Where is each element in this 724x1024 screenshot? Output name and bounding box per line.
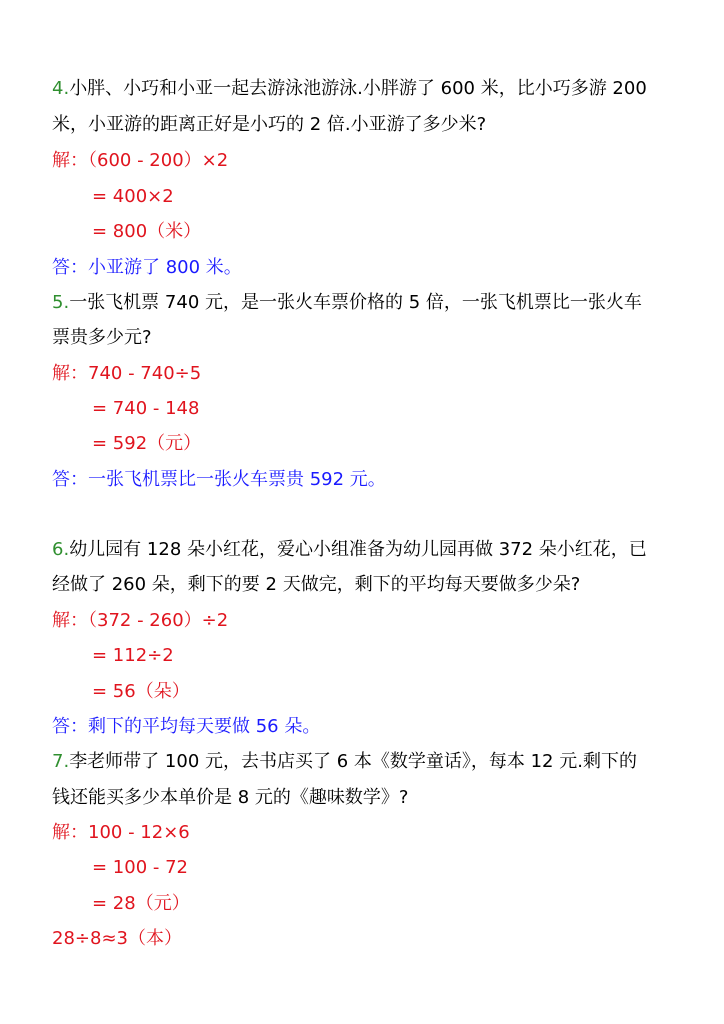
- problem-7-question-line-1: [52, 750, 637, 774]
- problem-6-solution-line-2: = 112÷2: [92, 645, 174, 666]
- problem-7-question-text-1: 李老师带了 100 元，去书店买了 6 本《数学童话》，每本 12 元.剩下的: [69, 751, 637, 772]
- problem-4-question-line-1: [52, 77, 647, 101]
- problem-6-solution-line-1: 解：（372 - 260）÷2: [52, 610, 229, 631]
- problem-5-number: 5.: [52, 292, 70, 313]
- problem-7-solution-line-1: 解：100 - 12×6: [52, 822, 190, 843]
- problem-5-question-line-1: [52, 291, 642, 315]
- problem-4-question-text-1: 小胖、小巧和小亚一起去游泳池游泳.小胖游了 600 米，比小巧多游 200: [69, 78, 647, 99]
- problem-4-number: 4.: [52, 78, 70, 99]
- problem-6-solution-line-3: = 56（朵）: [92, 681, 190, 702]
- problem-5-question-text-1: 一张飞机票 740 元，是一张火车票价格的 5 倍，一张飞机票比一张火车: [69, 292, 642, 313]
- problem-7-number: 7.: [52, 751, 70, 772]
- problem-6-question-text-1: 幼儿园有 128 朵小红花，爱心小组准备为幼儿园再做 372 朵小红花，已: [69, 539, 647, 560]
- problem-5-solution-line-2: = 740 - 148: [92, 398, 200, 419]
- problem-4-answer: 答：小亚游了 800 米。: [52, 257, 242, 278]
- problem-4-solution-line-2: = 400×2: [92, 186, 174, 207]
- problem-6-question-line-1: [52, 538, 647, 562]
- problem-5-question-line-2: 票贵多少元?: [52, 327, 152, 348]
- problem-7-solution-line-4: 28÷8≈3（本）: [52, 928, 182, 949]
- problem-6-question-line-2: 经做了 260 朵，剩下的要 2 天做完，剩下的平均每天要做多少朵?: [52, 574, 581, 595]
- problem-4-question-line-2: 米，小亚游的距离正好是小巧的 2 倍.小亚游了多少米?: [52, 114, 487, 135]
- problem-7-solution-line-3: = 28（元）: [92, 893, 190, 914]
- problem-7-question-line-2: 钱还能买多少本单价是 8 元的《趣味数学》?: [52, 787, 409, 808]
- problem-5-solution-line-1: 解：740 - 740÷5: [52, 363, 202, 384]
- problem-5-solution-line-3: = 592（元）: [92, 433, 202, 454]
- problem-5-answer: 答：一张飞机票比一张火车票贵 592 元。: [52, 469, 386, 490]
- problem-4-solution-line-3: = 800（米）: [92, 221, 202, 242]
- problem-7-solution-line-2: = 100 - 72: [92, 857, 189, 878]
- problem-6-answer: 答：剩下的平均每天要做 56 朵。: [52, 716, 321, 737]
- problem-6-number: 6.: [52, 539, 70, 560]
- problem-4-solution-line-1: 解：（600 - 200）×2: [52, 150, 229, 171]
